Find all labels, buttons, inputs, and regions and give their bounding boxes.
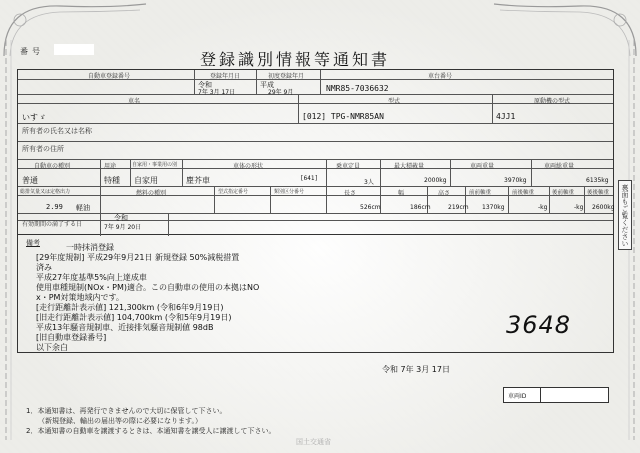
body-shape-value: 塵芥車 bbox=[186, 176, 210, 185]
type-designation-label: 型式指定番号 bbox=[218, 189, 249, 195]
height-value: 219cm bbox=[448, 204, 469, 211]
gross-weight-value: 6135kg bbox=[586, 177, 609, 184]
rear-front-axle-value: -kg bbox=[574, 204, 584, 211]
expiry-date-value: 7年 9月 20日 bbox=[104, 224, 142, 231]
front-front-axle-value: 1370kg bbox=[482, 204, 505, 211]
front-rear-axle-label: 前後軸重 bbox=[512, 190, 535, 196]
note-line: 1．本通知書は、再発行できませんので大切に保管して下さい。 bbox=[26, 407, 227, 415]
model-value: [012] TPG-NMR85AN bbox=[302, 112, 384, 121]
first-registration-era: 平成 bbox=[260, 81, 274, 89]
rear-front-axle-label: 後前軸重 bbox=[552, 190, 575, 196]
remark-line: 平成27年度基準5%向上達成車 bbox=[36, 273, 147, 282]
registration-date-label: 登録年月日 bbox=[210, 73, 241, 80]
registration-table bbox=[17, 69, 614, 235]
vehicle-id-label: 車両ID bbox=[508, 393, 527, 400]
notes-section bbox=[26, 406, 275, 436]
vehicle-id-box bbox=[503, 387, 609, 403]
side-stamp: 裏面もご覧ください bbox=[618, 180, 632, 250]
number-field-redacted bbox=[54, 44, 94, 55]
vehicle-weight-value: 3970kg bbox=[504, 177, 527, 184]
number-label: 番号 bbox=[20, 47, 44, 56]
front-rear-axle-value: -kg bbox=[538, 204, 548, 211]
fuel-type-label: 燃料の種別 bbox=[136, 190, 167, 197]
vehicle-type-value: 普通 bbox=[22, 176, 38, 185]
expiry-date-label: 有効期間の満了する日 bbox=[22, 221, 83, 228]
owner-name-label: 所有者の氏名又は名称 bbox=[22, 127, 92, 135]
business-type-value: 自家用 bbox=[134, 176, 158, 185]
car-name-value: いすゞ bbox=[22, 113, 46, 122]
car-name-label: 車名 bbox=[128, 98, 141, 105]
remark-line: 使用車種規制(NOx・PM)適合。この自動車の使用の本拠はNO bbox=[36, 283, 260, 292]
engine-model-label: 原動機の型式 bbox=[534, 98, 571, 105]
registration-date-value: 7年 3月 17日 bbox=[198, 89, 236, 96]
displacement-value: 2.99 bbox=[46, 203, 63, 211]
registration-number-label: 自動車登録番号 bbox=[88, 73, 131, 80]
remark-line: x・PM対策地域内です。 bbox=[36, 293, 124, 302]
remark-line: [走行距離計表示値] 121,300km (令和6年9月19日) bbox=[36, 303, 224, 312]
chassis-number-label: 車台番号 bbox=[428, 73, 453, 80]
issue-date: 令和 7年 3月 17日 bbox=[382, 365, 450, 374]
capacity-value: 3人 bbox=[364, 179, 374, 186]
registration-date-era: 令和 bbox=[198, 81, 212, 89]
body-shape-code: [641] bbox=[300, 175, 319, 182]
remark-line: 平成13年騒音規制車、近接排気騒音規制値 98dB bbox=[36, 323, 214, 332]
displacement-label: 総排気量又は定格出力 bbox=[20, 189, 71, 195]
length-label: 長さ bbox=[344, 190, 357, 197]
vehicle-weight-label: 車両重量 bbox=[470, 163, 495, 170]
max-load-value: 2000kg bbox=[424, 177, 447, 184]
capacity-label: 乗車定員 bbox=[336, 163, 361, 170]
remark-line: [29年度規制] 平成29年9月21日 新規登録 50%減税措置 bbox=[36, 253, 240, 262]
remarks-label: 備考 bbox=[26, 239, 40, 247]
remark-line: [旧自動車登録番号] bbox=[36, 333, 107, 342]
height-label: 高さ bbox=[438, 190, 451, 197]
rear-rear-axle-label: 後後軸重 bbox=[587, 190, 610, 196]
category-number-label: 類別区分番号 bbox=[274, 189, 305, 195]
business-type-label: 自家用・事業用の別 bbox=[132, 162, 178, 168]
border-ornament-top-right bbox=[490, 0, 640, 60]
max-load-label: 最大積載量 bbox=[394, 163, 425, 170]
model-label: 型式 bbox=[388, 98, 401, 105]
engine-model-value: 4JJ1 bbox=[496, 112, 516, 121]
width-value: 186cm bbox=[410, 204, 431, 211]
fuel-type-value: 軽油 bbox=[76, 204, 90, 212]
document-title: 登録識別情報等通知書 bbox=[200, 50, 391, 69]
use-value: 特種 bbox=[104, 176, 120, 185]
border-ornament-left bbox=[0, 40, 18, 440]
front-front-axle-label: 前前軸重 bbox=[469, 190, 492, 196]
note-line: 2．本通知書の自動車を譲渡するときは、本通知書を譲受人に譲渡して下さい。 bbox=[26, 427, 276, 435]
remark-line: 一時抹消登録 bbox=[66, 243, 114, 252]
expiry-date-era: 令和 bbox=[114, 214, 128, 222]
vehicle-type-label: 自動車の種別 bbox=[34, 163, 71, 170]
rear-rear-axle-value: 2600kg bbox=[592, 204, 615, 211]
note-line: （新規登録、輸出の届出等の際に必要になります。） bbox=[38, 417, 202, 425]
body-shape-label: 車体の形状 bbox=[233, 163, 264, 170]
use-label: 用途 bbox=[104, 163, 117, 170]
handwritten-number: 3648 bbox=[506, 311, 572, 339]
footer-seal-mark: 国土交通省 bbox=[296, 438, 331, 446]
width-label: 幅 bbox=[398, 190, 405, 197]
gross-weight-label: 車両総重量 bbox=[544, 163, 575, 170]
remark-line: [旧走行距離計表示値] 104,700km (令和5年9月19日) bbox=[36, 313, 232, 322]
remark-line: 以下余白 bbox=[36, 343, 68, 352]
length-value: 526cm bbox=[360, 204, 381, 211]
remark-line: 済み bbox=[36, 263, 52, 272]
owner-address-label: 所有者の住所 bbox=[22, 145, 64, 153]
first-registration-label: 初度登録年月 bbox=[268, 73, 305, 80]
chassis-number-value: NMR85-7036632 bbox=[326, 84, 389, 93]
first-registration-value: 29年 9月 bbox=[268, 89, 294, 96]
